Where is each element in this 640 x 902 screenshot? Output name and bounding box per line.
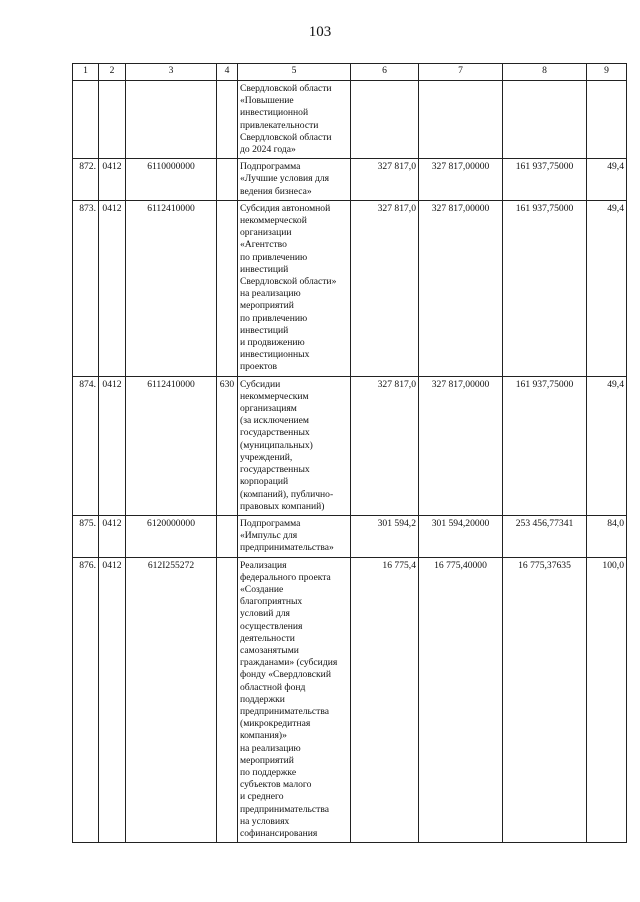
percent-col9 (587, 81, 627, 159)
value-col6: 301 594,2 (351, 515, 419, 557)
value-col8: 161 937,75000 (503, 376, 587, 515)
row-number: 873. (73, 200, 99, 376)
value-col8: 161 937,75000 (503, 159, 587, 201)
budget-table (72, 63, 627, 843)
percent-col9: 49,4 (587, 376, 627, 515)
table-row (73, 81, 627, 159)
value-col6: 327 817,0 (351, 376, 419, 515)
expense-type (217, 159, 238, 201)
expense-type (217, 200, 238, 376)
header-row (73, 64, 627, 81)
target-code: 6110000000 (126, 159, 217, 201)
table-row (73, 557, 627, 843)
row-number (73, 81, 99, 159)
percent-col9: 49,4 (587, 200, 627, 376)
value-col6: 327 817,0 (351, 159, 419, 201)
target-code: 612I255272 (126, 557, 217, 843)
expense-type (217, 557, 238, 843)
section-code: 0412 (99, 200, 126, 376)
column-header: 9 (587, 64, 627, 81)
table-row (73, 515, 627, 557)
column-header: 7 (419, 64, 503, 81)
column-header: 4 (217, 64, 238, 81)
target-code: 6112410000 (126, 200, 217, 376)
item-name: Свердловской области «Повышение инвестиционной привлекательности Свердловской области до 2024 года» (238, 81, 351, 159)
section-code (99, 81, 126, 159)
column-header: 6 (351, 64, 419, 81)
item-name: Реализация федерального проекта «Создание благоприятных условий для осуществления деятельности самозанятыми гражданами» (субсидия фонду «Свердловский областной фонд поддержки предпринимательства (микрокредитная компания)» на реализацию мероприятий по поддержке субъектов малого и среднего предпринимательства на условиях софинансирования (238, 557, 351, 843)
expense-type (217, 81, 238, 159)
column-header: 2 (99, 64, 126, 81)
value-col7: 301 594,20000 (419, 515, 503, 557)
percent-col9: 84,0 (587, 515, 627, 557)
percent-col9: 100,0 (587, 557, 627, 843)
column-header: 5 (238, 64, 351, 81)
column-header: 8 (503, 64, 587, 81)
expense-type (217, 515, 238, 557)
value-col7: 327 817,00000 (419, 200, 503, 376)
item-name: Субсидия автономной некоммерческой организации «Агентство по привлечению инвестиций Свердловской области» на реализацию мероприятий по привлечению инвестиций и продвижению инвестиционных проектов (238, 200, 351, 376)
value-col8: 16 775,37635 (503, 557, 587, 843)
table-row (73, 200, 627, 376)
column-header: 1 (73, 64, 99, 81)
item-name: Подпрограмма «Импульс для предпринимательства» (238, 515, 351, 557)
section-code: 0412 (99, 159, 126, 201)
value-col6: 327 817,0 (351, 200, 419, 376)
row-number: 876. (73, 557, 99, 843)
section-code: 0412 (99, 557, 126, 843)
target-code: 6112410000 (126, 376, 217, 515)
page-number: 103 (308, 24, 332, 40)
value-col7: 327 817,00000 (419, 159, 503, 201)
value-col7: 16 775,40000 (419, 557, 503, 843)
table-row (73, 159, 627, 201)
row-number: 875. (73, 515, 99, 557)
column-header: 3 (126, 64, 217, 81)
row-number: 872. (73, 159, 99, 201)
table-row (73, 376, 627, 515)
value-col7 (419, 81, 503, 159)
value-col8 (503, 81, 587, 159)
expense-type: 630 (217, 376, 238, 515)
value-col6: 16 775,4 (351, 557, 419, 843)
target-code (126, 81, 217, 159)
target-code: 6120000000 (126, 515, 217, 557)
section-code: 0412 (99, 515, 126, 557)
row-number: 874. (73, 376, 99, 515)
value-col7: 327 817,00000 (419, 376, 503, 515)
section-code: 0412 (99, 376, 126, 515)
value-col8: 253 456,77341 (503, 515, 587, 557)
percent-col9: 49,4 (587, 159, 627, 201)
value-col6 (351, 81, 419, 159)
item-name: Подпрограмма «Лучшие условия для ведения бизнеса» (238, 159, 351, 201)
item-name: Субсидии некоммерческим организациям (за исключением государственных (муниципальных) учреждений, государственных корпораций (компаний), публично- правовых компаний) (238, 376, 351, 515)
value-col8: 161 937,75000 (503, 200, 587, 376)
